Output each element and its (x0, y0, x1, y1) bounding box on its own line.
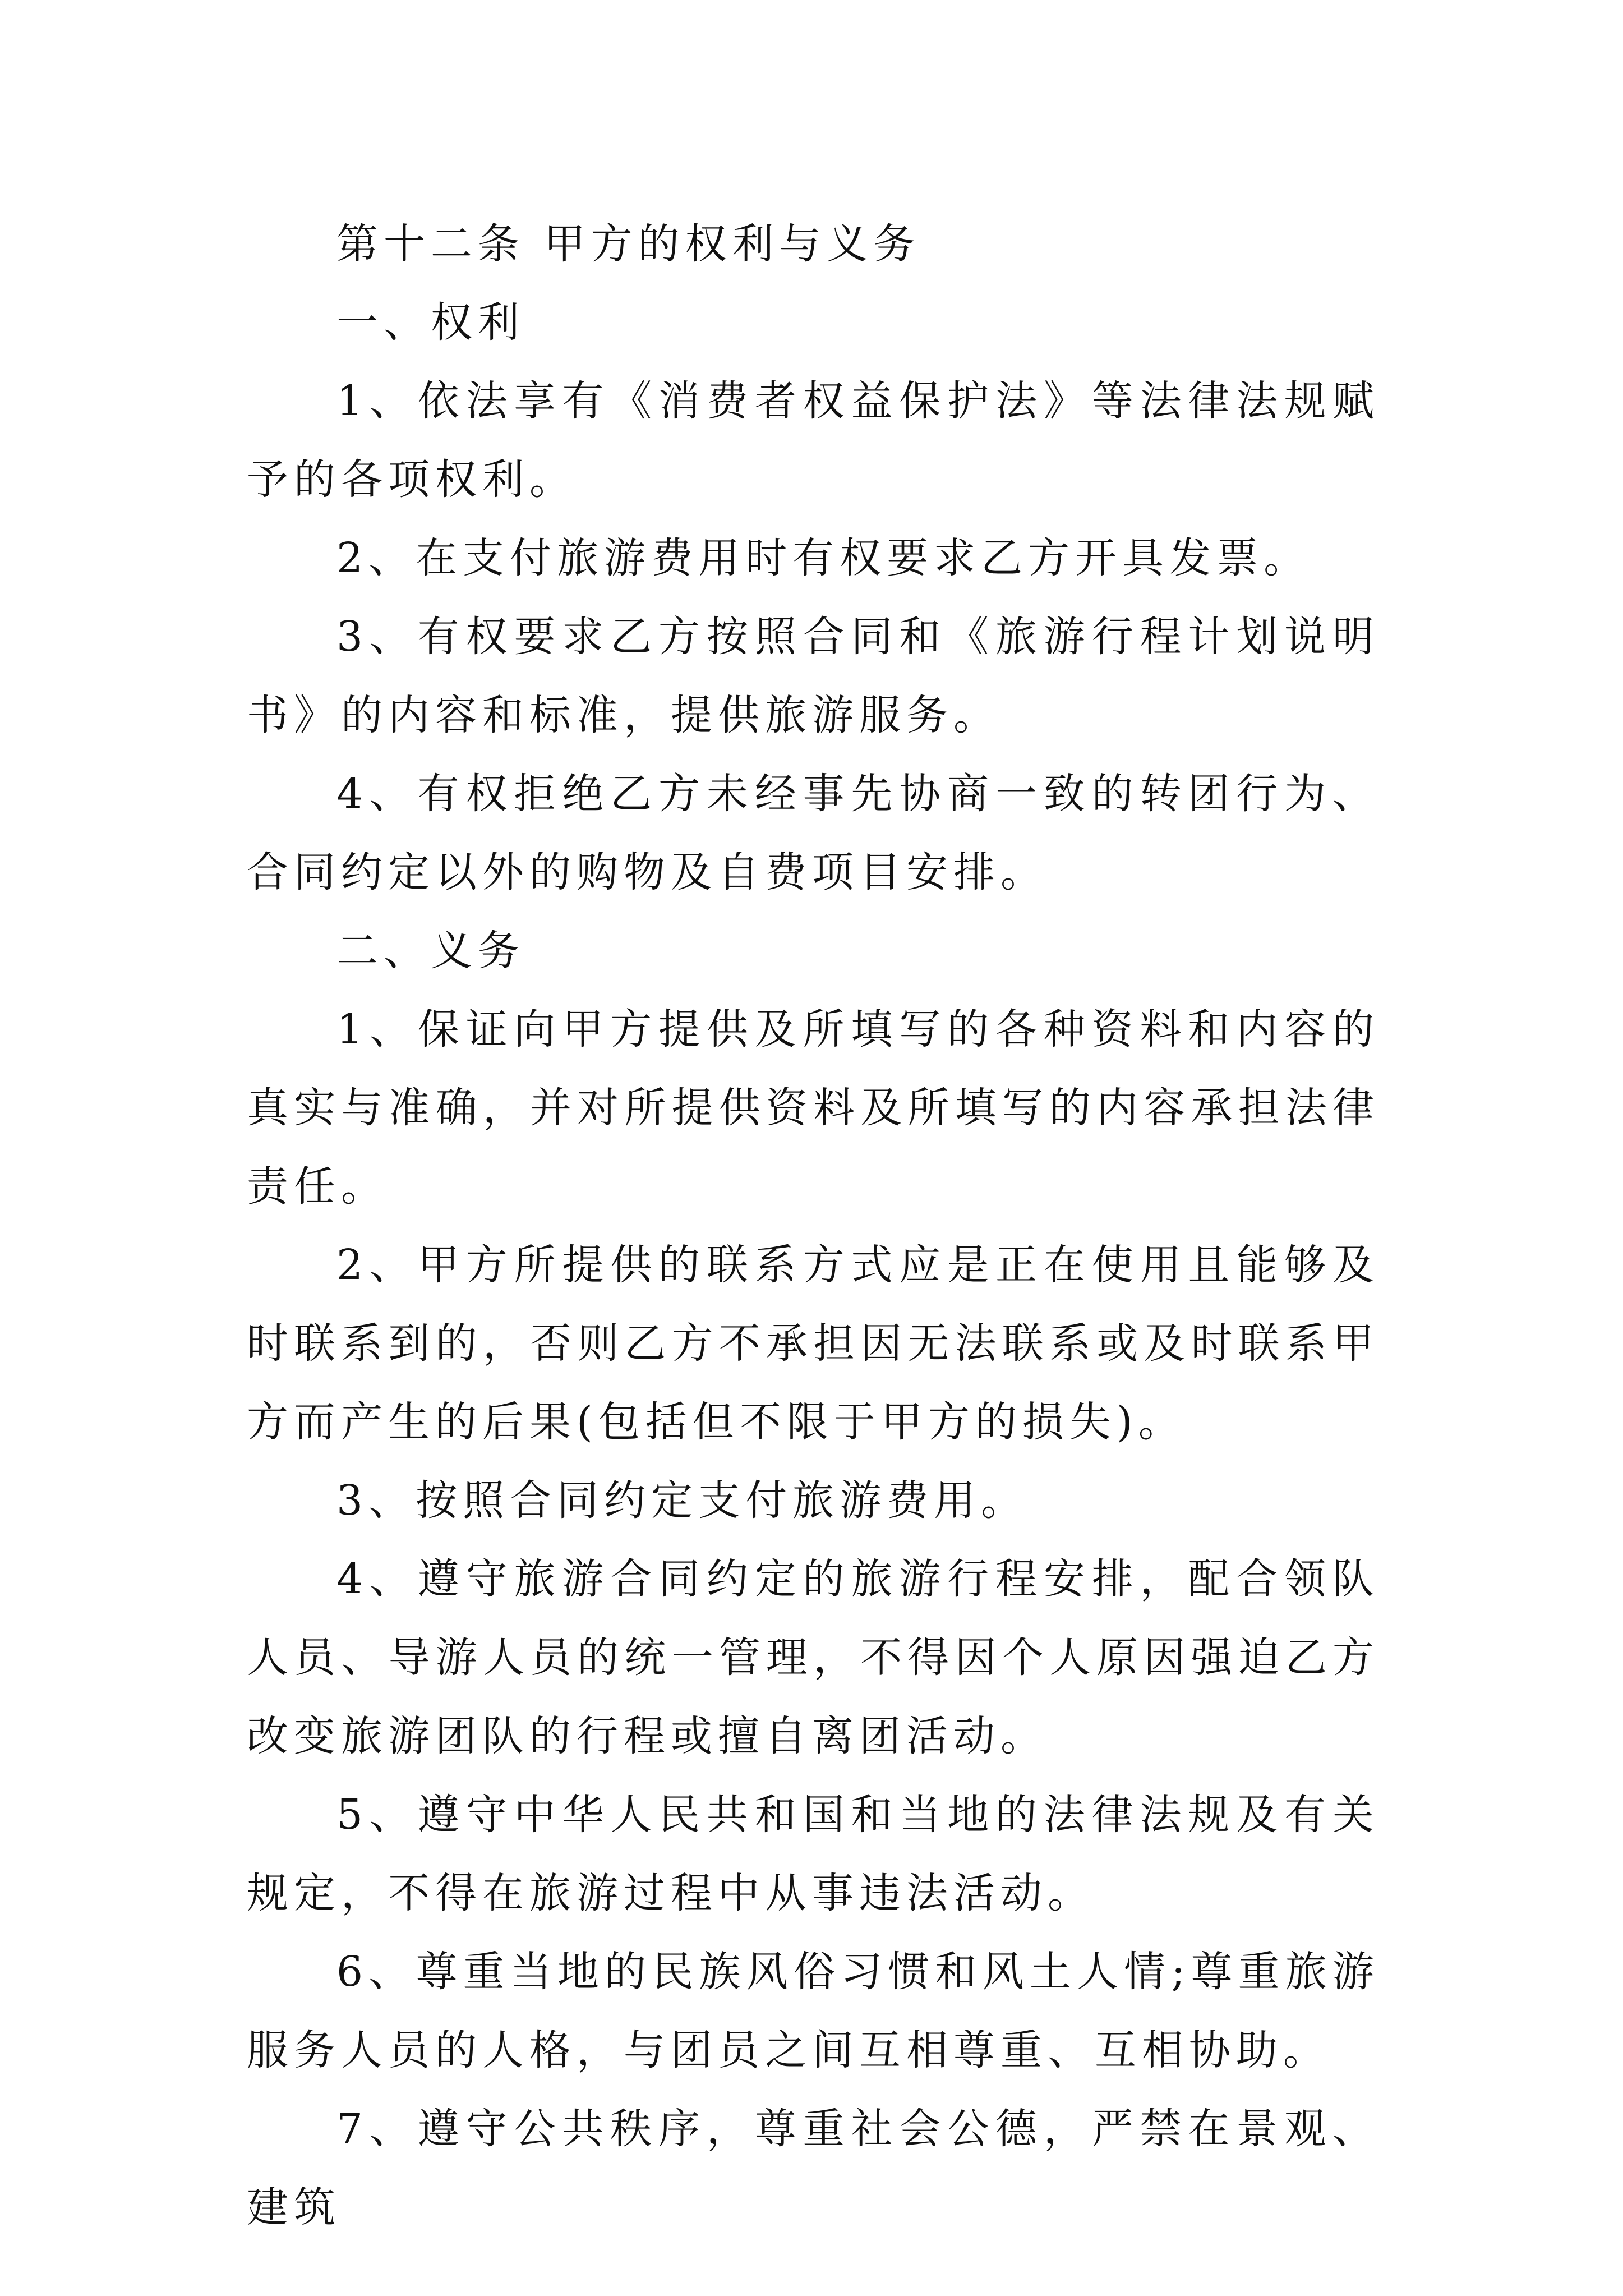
section-heading-rights: 一、权利 (336, 298, 525, 347)
obligations-item-6: 6、尊重当地的民族风俗习惯和风土人情;尊重旅游服务人员的人格，与团员之间互相尊重、互相协助。 (247, 1948, 1380, 2074)
obligations-item-2: 2、甲方所提供的联系方式应是正在使用且能够及时联系到的，否则乙方不承担因无法联系或及时联系甲方而产生的后果(包括但不限于甲方的损失)。 (247, 1241, 1380, 1446)
obligations-item-3: 3、按照合同约定支付旅游费用。 (336, 1476, 1029, 1525)
obligations-item-5: 5、遵守中华人民共和国和当地的法律法规及有关规定，不得在旅游过程中从事违法活动。 (247, 1791, 1380, 1917)
article-heading: 第十二条 甲方的权利与义务 (336, 220, 921, 268)
rights-item-4: 4、有权拒绝乙方未经事先协商一致的转团行为、合同约定以外的购物及自费项目安排。 (247, 770, 1380, 896)
document-body (247, 205, 1380, 2247)
rights-item-1: 1、依法享有《消费者权益保护法》等法律法规赋予的各项权利。 (247, 377, 1380, 504)
obligations-item-1: 1、保证向甲方提供及所填写的各种资料和内容的真实与准确，并对所提供资料及所填写的内容承担法律责任。 (247, 1005, 1380, 1211)
obligations-item-4: 4、遵守旅游合同约定的旅游行程安排，配合领队人员、导游人员的统一管理，不得因个人原因强迫乙方改变旅游团队的行程或擅自离团活动。 (247, 1555, 1380, 1760)
section-heading-obligations: 二、义务 (336, 927, 525, 975)
rights-item-2: 2、在支付旅游费用时有权要求乙方开具发票。 (336, 534, 1311, 582)
obligations-item-7: 7、遵守公共秩序，尊重社会公德，严禁在景观、建筑 (247, 2105, 1380, 2231)
rights-item-3: 3、有权要求乙方按照合同和《旅游行程计划说明书》的内容和标准，提供旅游服务。 (247, 613, 1380, 739)
